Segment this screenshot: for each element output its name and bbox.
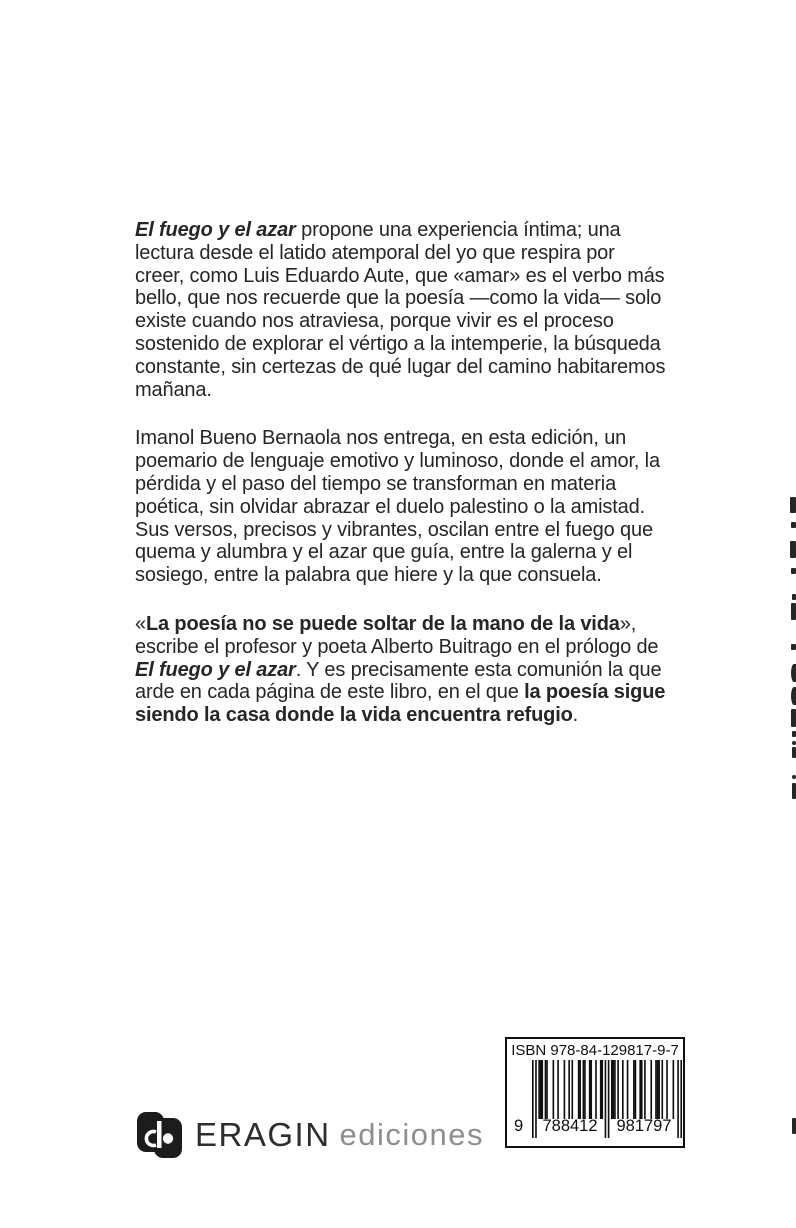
synopsis-segment-bold: la poesía sigue siendo la casa donde la vida encuentra refugio <box>135 681 666 727</box>
cut-text-fragment <box>791 687 796 705</box>
synopsis-segment-regular: . Y es precisamente esta comunión la que arde en cada página de este libro, en el que <box>135 658 662 704</box>
cut-text-fragment <box>792 783 796 799</box>
synopsis-segment-bold-italic: El fuego y el azar <box>135 658 296 681</box>
cut-text-fragment <box>792 1118 796 1134</box>
cut-text-fragment <box>791 568 796 574</box>
barcode-digit-lead: 9 <box>514 1117 524 1135</box>
synopsis-paragraph <box>135 427 669 587</box>
eragin-logo-icon <box>137 1112 182 1158</box>
cut-text-fragment <box>792 741 796 745</box>
publisher-logo <box>137 1111 484 1158</box>
cut-text-fragment <box>791 522 796 528</box>
cut-text-fragment <box>791 664 796 682</box>
synopsis-segment-bold: La poesía no se puede soltar de la mano de la vida <box>145 612 620 635</box>
cut-text-fragment <box>791 709 796 727</box>
synopsis-paragraph <box>135 219 669 401</box>
cut-text-fragment <box>792 775 796 779</box>
synopsis-paragraph <box>135 613 669 727</box>
publisher-name: ERAGIN <box>195 1115 331 1153</box>
barcode-digit-group-2: 981797 <box>616 1117 672 1135</box>
isbn-barcode-box <box>505 1037 685 1148</box>
synopsis-segment-bold-italic: El fuego y el azar <box>135 219 296 241</box>
cut-text-fragment <box>792 594 796 600</box>
barcode-digit-group-1: 788412 <box>542 1117 598 1135</box>
cut-text-fragment <box>792 747 796 758</box>
synopsis-segment-regular: Imanol Bueno Bernaola nos entrega, en esta edición, un poemario de lenguaje emotivo y luminoso, donde el amor, la pérdida y el paso del tiempo se transforman en materia poética, sin olvidar abrazar el duelo palestino o la amistad. Sus versos, precisos y vibrantes, oscilan entre el fuego que quema y alumbra y el azar que guía, entre la galerna y el sosiego, entre la palabra que hiere y la que consuela. <box>135 427 660 587</box>
cut-text-fragment <box>791 644 796 650</box>
synopsis-segment-regular: », escribe el profesor y poeta Alberto Buitrago en el prólogo de <box>135 612 659 658</box>
synopsis-segment-regular: propone una experiencia íntima; una lectura desde el latido atemporal del yo que respira por creer, como Luis Eduardo Aute, que «amar» es el verbo más bello, que nos recuerde que la poesía —como la vida— solo existe cuando nos atraviesa, porque vivir es el proceso sostenido de explorar el vértigo a la intemperie, la búsqueda constante, sin certezas de qué lugar del camino habitaremos mañana. <box>135 219 666 401</box>
synopsis-text <box>135 219 669 753</box>
cut-text-fragment <box>791 603 796 620</box>
cut-text-fragment <box>792 731 796 737</box>
synopsis-segment-regular: « <box>135 612 146 635</box>
isbn-number: ISBN 978-84-129817-9-7 <box>511 1042 679 1059</box>
publisher-tagline: ediciones <box>339 1116 485 1152</box>
cut-text-fragment <box>790 497 796 513</box>
cut-text-fragment <box>790 541 796 558</box>
synopsis-segment-regular: . <box>572 704 579 727</box>
